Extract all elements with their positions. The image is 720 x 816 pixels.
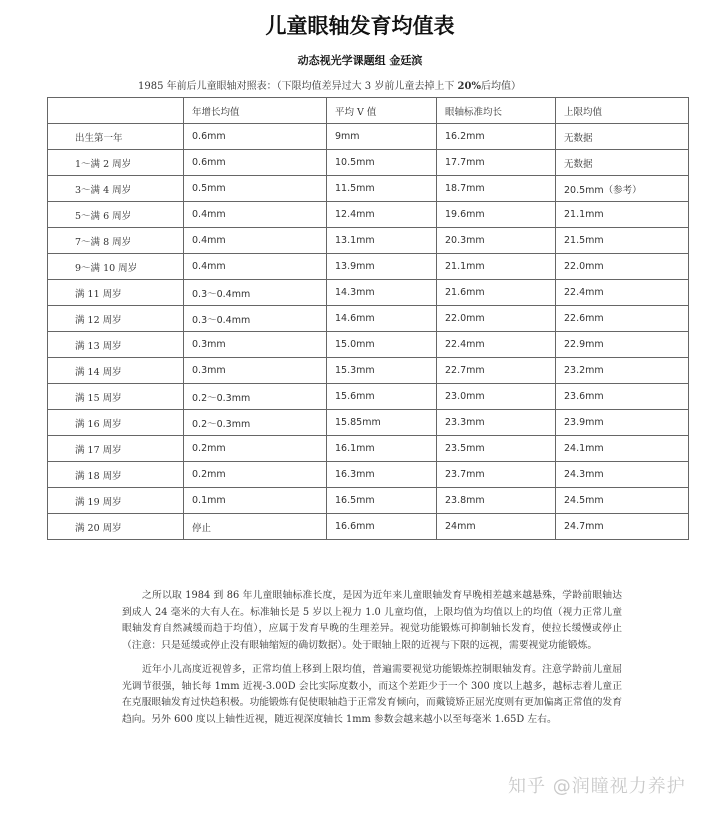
value-cell: 0.4mm bbox=[184, 228, 327, 254]
caption-suffix: 后均值） bbox=[480, 81, 521, 92]
paragraph-2: 近年小儿高度近视曾多，正常均值上移到上限均值，普遍需要视觉功能锻炼控制眼轴发育。注意学龄前儿童屈光调节很强，轴长每 1mm 近视-3.00D 会比实际度数小，而这个差距少于一个 300 度以上越多，越标志着儿童正在克服眼轴发育过快趋积极。功能锻炼有促使眼轴趋于正常发育倾向，而戴镜矫正屈光度则有更加偏离正常值的发育趋向。另外 600 度以上轴性近视，随近视深度轴长 1mm 参数会越来越小以至每毫米 1.65D 左右。 bbox=[122, 664, 622, 725]
value-cell: 15.3mm bbox=[327, 358, 437, 384]
age-cell: 满 19 周岁 bbox=[48, 488, 184, 514]
age-cell: 7～满 8 周岁 bbox=[48, 228, 184, 254]
value-cell: 0.3mm bbox=[184, 358, 327, 384]
age-cell: 5～满 6 周岁 bbox=[48, 202, 184, 228]
value-cell: 17.7mm bbox=[437, 150, 556, 176]
age-cell: 满 12 周岁 bbox=[48, 306, 184, 332]
value-cell: 15.85mm bbox=[327, 410, 437, 436]
value-cell: 24.7mm bbox=[556, 514, 689, 540]
table-row bbox=[48, 462, 689, 488]
value-cell: 0.4mm bbox=[184, 202, 327, 228]
value-cell: 0.1mm bbox=[184, 488, 327, 514]
table-row bbox=[48, 488, 689, 514]
value-cell: 10.5mm bbox=[327, 150, 437, 176]
age-cell: 满 11 周岁 bbox=[48, 280, 184, 306]
value-cell: 13.1mm bbox=[327, 228, 437, 254]
value-cell: 0.2mm bbox=[184, 436, 327, 462]
paragraph-1: 之所以取 1984 到 86 年儿童眼轴标准长度，是因为近年来儿童眼轴发育早晚相差越来越悬殊，学龄前眼轴达到成人 24 毫米的大有人在。标准轴长是 5 岁以上视力 1.0 儿童均值，上限均值为均值以上的均值（视力正常儿童眼轴发育自然减缓而趋于均值），应属于发育早晚的生理差异。视觉功能锻炼可抑制轴长发育，使拉长缓慢或停止（注意：只是延缓或停止没有眼轴缩短的确切数据）。处于眼轴上限的近视与下限的远视，需要视觉功能锻炼。 bbox=[122, 590, 622, 651]
value-cell: 21.1mm bbox=[437, 254, 556, 280]
table-caption bbox=[138, 77, 521, 92]
value-cell: 24.1mm bbox=[556, 436, 689, 462]
table-row bbox=[48, 514, 689, 540]
age-cell: 满 13 周岁 bbox=[48, 332, 184, 358]
value-cell: 23.2mm bbox=[556, 358, 689, 384]
value-cell: 0.3mm bbox=[184, 332, 327, 358]
age-cell: 3～满 4 周岁 bbox=[48, 176, 184, 202]
age-cell: 满 20 周岁 bbox=[48, 514, 184, 540]
value-cell: 9mm bbox=[327, 124, 437, 150]
value-cell: 23.8mm bbox=[437, 488, 556, 514]
age-cell: 满 15 周岁 bbox=[48, 384, 184, 410]
value-cell: 16.5mm bbox=[327, 488, 437, 514]
caption-prefix: 1985 年前后儿童眼轴对照表：（下限均值差异过大 3 岁前儿童去掉上下 bbox=[138, 81, 458, 92]
age-cell: 满 17 周岁 bbox=[48, 436, 184, 462]
value-cell: 12.4mm bbox=[327, 202, 437, 228]
axial-length-table bbox=[47, 97, 689, 540]
value-cell: 16.2mm bbox=[437, 124, 556, 150]
column-header bbox=[48, 98, 184, 124]
value-cell: 无数据 bbox=[556, 124, 689, 150]
table-row bbox=[48, 228, 689, 254]
value-cell: 19.6mm bbox=[437, 202, 556, 228]
value-cell: 22.7mm bbox=[437, 358, 556, 384]
column-header: 年增长均值 bbox=[184, 98, 327, 124]
value-cell: 23.5mm bbox=[437, 436, 556, 462]
table-row bbox=[48, 150, 689, 176]
table-row bbox=[48, 358, 689, 384]
table-row bbox=[48, 306, 689, 332]
value-cell: 21.6mm bbox=[437, 280, 556, 306]
value-cell: 23.6mm bbox=[556, 384, 689, 410]
value-cell: 16.1mm bbox=[327, 436, 437, 462]
value-cell: 0.3～0.4mm bbox=[184, 306, 327, 332]
column-header: 平均 V 值 bbox=[327, 98, 437, 124]
value-cell: 24.5mm bbox=[556, 488, 689, 514]
value-cell: 23.9mm bbox=[556, 410, 689, 436]
value-cell: 0.2～0.3mm bbox=[184, 410, 327, 436]
value-cell: 0.2mm bbox=[184, 462, 327, 488]
value-cell: 20.5mm（参考） bbox=[556, 176, 689, 202]
caption-bold-percent: 20% bbox=[457, 81, 481, 92]
value-cell: 23.0mm bbox=[437, 384, 556, 410]
table-row bbox=[48, 332, 689, 358]
value-cell: 22.9mm bbox=[556, 332, 689, 358]
value-cell: 24.3mm bbox=[556, 462, 689, 488]
value-cell: 18.7mm bbox=[437, 176, 556, 202]
age-cell: 9～满 10 周岁 bbox=[48, 254, 184, 280]
value-cell: 15.0mm bbox=[327, 332, 437, 358]
table-row bbox=[48, 254, 689, 280]
value-cell: 24mm bbox=[437, 514, 556, 540]
table-header-row bbox=[48, 98, 689, 124]
page-title: 儿童眼轴发育均值表 bbox=[265, 13, 455, 38]
value-cell: 21.5mm bbox=[556, 228, 689, 254]
value-cell: 11.5mm bbox=[327, 176, 437, 202]
value-cell: 无数据 bbox=[556, 150, 689, 176]
value-cell: 0.6mm bbox=[184, 150, 327, 176]
value-cell: 21.1mm bbox=[556, 202, 689, 228]
value-cell: 0.2～0.3mm bbox=[184, 384, 327, 410]
value-cell: 22.0mm bbox=[556, 254, 689, 280]
value-cell: 16.3mm bbox=[327, 462, 437, 488]
value-cell: 22.6mm bbox=[556, 306, 689, 332]
age-cell: 满 16 周岁 bbox=[48, 410, 184, 436]
value-cell: 0.3～0.4mm bbox=[184, 280, 327, 306]
table-row bbox=[48, 202, 689, 228]
value-cell: 16.6mm bbox=[327, 514, 437, 540]
value-cell: 23.3mm bbox=[437, 410, 556, 436]
table-row bbox=[48, 176, 689, 202]
value-cell: 停止 bbox=[184, 514, 327, 540]
age-cell: 1～满 2 周岁 bbox=[48, 150, 184, 176]
age-cell: 满 14 周岁 bbox=[48, 358, 184, 384]
column-header: 上限均值 bbox=[556, 98, 689, 124]
value-cell: 14.6mm bbox=[327, 306, 437, 332]
column-header: 眼轴标准均长 bbox=[437, 98, 556, 124]
value-cell: 22.4mm bbox=[556, 280, 689, 306]
value-cell: 0.4mm bbox=[184, 254, 327, 280]
watermark: 知乎 @润瞳视力养护 bbox=[508, 776, 686, 797]
table-row bbox=[48, 436, 689, 462]
value-cell: 22.0mm bbox=[437, 306, 556, 332]
value-cell: 15.6mm bbox=[327, 384, 437, 410]
value-cell: 0.5mm bbox=[184, 176, 327, 202]
age-cell: 出生第一年 bbox=[48, 124, 184, 150]
value-cell: 13.9mm bbox=[327, 254, 437, 280]
value-cell: 14.3mm bbox=[327, 280, 437, 306]
table-row bbox=[48, 280, 689, 306]
value-cell: 0.6mm bbox=[184, 124, 327, 150]
author-line: 动态视光学课题组 金廷滨 bbox=[297, 54, 423, 67]
value-cell: 22.4mm bbox=[437, 332, 556, 358]
table-row bbox=[48, 124, 689, 150]
value-cell: 20.3mm bbox=[437, 228, 556, 254]
table-row bbox=[48, 410, 689, 436]
table-row bbox=[48, 384, 689, 410]
age-cell: 满 18 周岁 bbox=[48, 462, 184, 488]
value-cell: 23.7mm bbox=[437, 462, 556, 488]
